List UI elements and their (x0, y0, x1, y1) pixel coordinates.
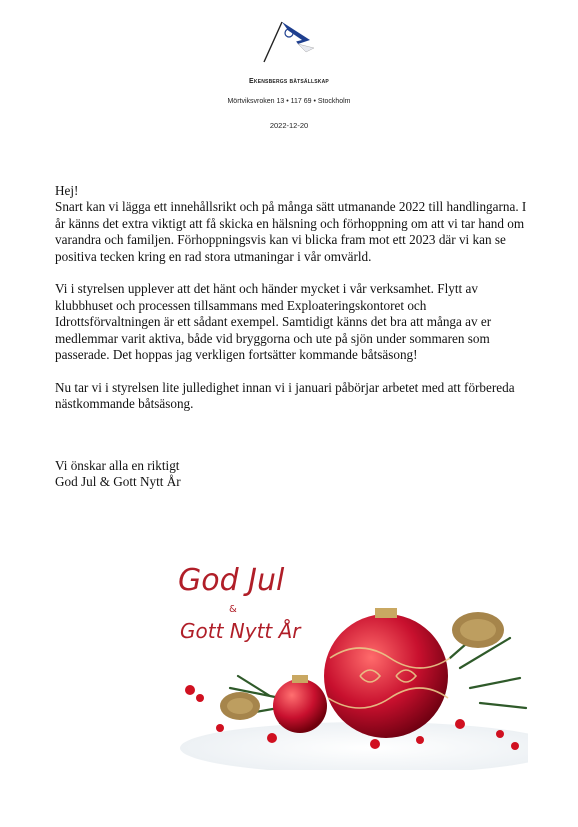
small-ornament-cap (292, 675, 308, 683)
org-name: Ekensbergs båtsällskap (249, 78, 329, 85)
large-red-ornament (324, 614, 448, 738)
closing-line-2: God Jul & Gott Nytt År (55, 474, 181, 490)
letter-date: 2022-12-20 (269, 121, 309, 130)
small-red-ornament (273, 679, 327, 733)
closing-line-1: Vi önskar alla en riktigt (55, 458, 180, 473)
paragraph-2: Vi i styrelsen upplever att det hänt och händer mycket i vår verksamhet. Flytt av klubbhuset och processen tillsammans med Exploateringskontoret och Idrottsförvaltningen är ett sådant exempel. Samtidigt känns det bra att många av er medlemmar varit aktiva, både vid bryggorna och ute på sjön under sommaren som passerade. Det hoppas jag verkligen fortsätter kommande båtsäsong! (55, 281, 492, 363)
christmas-card-image (160, 548, 528, 770)
snow (180, 722, 528, 770)
closing (55, 458, 181, 491)
ornament-cap (375, 608, 397, 618)
card-title-gott-nytt-ar: Gott Nytt År (180, 619, 301, 643)
card-ampersand: & (229, 604, 237, 615)
card-title-god-jul: God Jul (178, 563, 285, 598)
greeting: Hej! (55, 183, 79, 198)
paragraph-1: Snart kan vi lägga ett innehållsrikt och på många sätt utmanande 2022 till handlingarna. I år känns det extra viktigt att få skicka en hälsning och förhoppning om att vi tar hand om varandra och familjen. Förhoppningsvis kan vi blicka fram mot ett 2023 där vi kan se positiva tecken kring en rad stora utmaningar i vår omvärld. (55, 199, 527, 264)
club-burgee-logo (258, 18, 318, 64)
paragraph-3: Nu tar vi i styrelsen lite julledighet innan vi i januari påbörjar arbetet med att förbereda nästkommande båtsäsong. (55, 379, 515, 412)
org-address: Mörtviksvroken 13 • 117 69 • Stockholm (227, 98, 351, 105)
letter-body (55, 183, 530, 429)
